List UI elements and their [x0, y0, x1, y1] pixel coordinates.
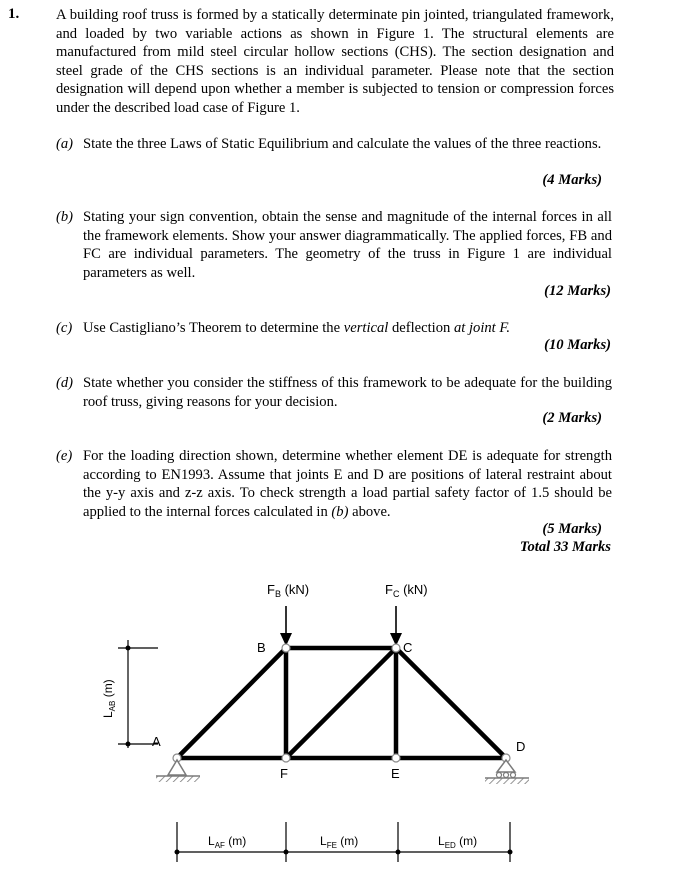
part-c-marks: (10 Marks): [544, 337, 611, 353]
part-c-label: (c): [56, 320, 73, 336]
part-a-marks: (4 Marks): [542, 172, 602, 188]
part-e: [56, 447, 612, 521]
roller-support-d: [485, 760, 529, 784]
part-b: [56, 208, 612, 282]
dimension-led-label: $L_{ED}$ (m): [438, 834, 478, 850]
joint-e: [392, 754, 400, 762]
part-a-text: State the three Laws of Static Equilibrium and calculate the values of the three reactions.: [83, 136, 602, 152]
question-intro: A building roof truss is formed by a statically determinate pin jointed, triangulated framework, and loaded by two variable actions as shown in Figure 1. The structural elements are manufactured from mild steel circular hollow sections (CHS). The section designation and steel grade of the CHS sections is an individual parameter. Please note that the section designation will depend upon whether a member is subjected to tension or compression forces under the described load case of Figure 1.: [56, 7, 614, 116]
joint-label-b: B: [257, 640, 266, 655]
joint-label-f: F: [280, 766, 288, 781]
truss-figure: [0, 570, 683, 870]
part-c-text: Use Castigliano’s Theorem to determine the vertical deflection at joint F.: [83, 320, 511, 336]
joint-label-c: C: [403, 640, 413, 655]
joint-label-d: D: [516, 739, 526, 754]
part-e-label: (e): [56, 448, 73, 464]
load-arrow-fc: [390, 606, 402, 646]
joint-label-e: E: [391, 766, 400, 781]
dimension-lab-label: $L_{AB}$ (m): [101, 679, 117, 718]
part-d: [56, 374, 612, 411]
part-c: [56, 319, 612, 338]
pin-support-a: [156, 760, 200, 782]
truss-members: [177, 648, 506, 758]
member-fc: [286, 648, 396, 758]
part-b-text: Stating your sign convention, obtain the sense and magnitude of the internal forces in all the framework elements. Show your answer diagrammatically. The applied forces, FB and FC are individual parameters. The geometry of the truss in Figure 1 are individual parameters as well.: [83, 209, 612, 281]
part-a: [56, 135, 612, 154]
dimension-laf-label: $L_{AF}$ (m): [208, 834, 247, 850]
load-label-fb: $F_B$ (kN): [267, 582, 310, 599]
joint-f: [282, 754, 290, 762]
joint-c: [392, 644, 400, 652]
part-b-label: (b): [56, 209, 74, 225]
total-marks: Total 33 Marks: [519, 539, 611, 555]
part-b-marks: (12 Marks): [544, 283, 611, 299]
load-arrow-fb: [280, 606, 292, 646]
joint-b: [282, 644, 290, 652]
joint-label-a: A: [152, 734, 161, 749]
member-cd: [396, 648, 506, 758]
part-d-label: (d): [56, 375, 74, 391]
dimension-lfe-label: $L_{FE}$ (m): [320, 834, 359, 850]
question-number: 1.: [8, 6, 20, 22]
part-e-marks: (5 Marks): [542, 521, 602, 537]
part-d-marks: (2 Marks): [542, 410, 602, 426]
part-d-text: State whether you consider the stiffness of this framework to be adequate for the building roof truss, giving reasons for your decision.: [83, 375, 612, 410]
load-label-fc: $F_C$ (kN): [385, 582, 428, 599]
member-ab: [177, 648, 286, 758]
dimension-lab: [101, 640, 158, 748]
part-e-text: For the loading direction shown, determine whether element DE is adequate for strength according to EN1993. Assume that joints E and D are positions of lateral restraint about the y-y axis and z-z axis. To check strength a load partial safety factor of 1.5 should be applied to the internal forces calculated in (b) above.: [83, 448, 612, 520]
part-a-label: (a): [56, 136, 74, 152]
